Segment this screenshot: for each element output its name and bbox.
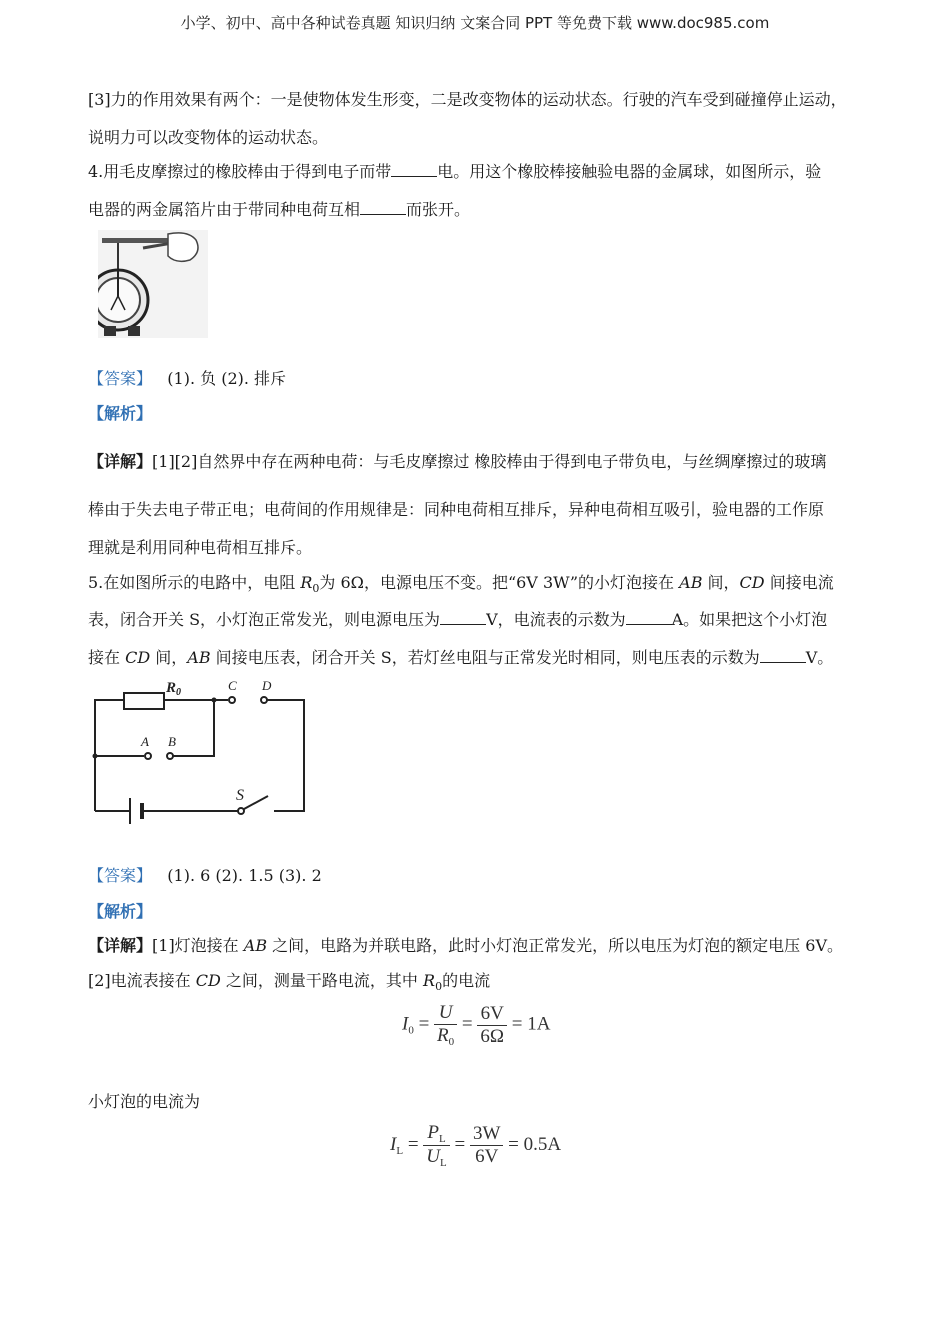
answer-blank[interactable] [760,648,806,663]
text-line: 理就是利用同种电荷相互排斥。 [88,538,313,557]
analysis-row [88,404,152,424]
text-line: 棒由于失去电子带正电；电荷间的作用规律是：同种电荷相互排斥，异种电荷相互吸引，验电器的工作原 [88,500,825,519]
answer-blank[interactable] [360,200,406,215]
question-4-line-1: 4.用毛皮摩擦过的橡胶棒由于得到电子而带 电。用这个橡胶棒接触验电器的金属球，如图所示，验 [88,162,822,181]
answer-blank[interactable] [440,610,486,625]
label-c: C [228,678,237,693]
formula-i0: $I_0$ = $\frac{U}{R_0}$ = $\frac{6V}{6\Omega}$ = 1A [402,1002,551,1048]
detail-line: 【详解】[1][2]自然界中存在两种电荷：与毛皮摩擦过 橡胶棒由于得到电子带负电，与丝绸摩擦过的玻璃 [88,452,827,471]
answer-row: 【答案】 (1). 6 (2). 1.5 (3). 2 [88,866,322,885]
answer-tag: 【答案】 [88,866,153,885]
question-5-line-1: 5.在如图所示的电路中，电阻 $R_0$为 6Ω，电源电压不变。把“6V 3W”的小灯泡接在 AB 间，CD 间接电流 [88,573,834,595]
page-header: 小学、初中、高中各种试卷真题 知识归纳 文案合同 PPT 等免费下载 www.doc985.com [180,14,770,32]
label-d: D [262,678,272,693]
text-line: [3]力的作用效果有两个：一是使物体发生形变，二是改变物体的运动状态。行驶的汽车受到碰撞停止运动， [88,90,847,109]
label-s: S [236,787,244,804]
answer-blank[interactable] [391,162,437,177]
electroscope-figure [98,230,208,338]
text-line: 小灯泡的电流为 [88,1092,201,1111]
label-a: A [141,734,149,749]
analysis-tag: 【解析】 [88,902,153,921]
label-r0: $R_0$ [166,680,182,698]
detail-tag: 【详解】 [88,936,153,955]
analysis-row [88,902,152,922]
circuit-diagram [88,676,318,836]
text-line: 说明力可以改变物体的运动状态。 [88,128,329,147]
formula-il: $I_L$ = $\frac{P_L}{U_L}$ = $\frac{3W}{6V}$ = 0.5A [390,1122,562,1169]
fraction: $\frac{6V}{6\Omega}$ [477,1003,507,1048]
text-line: [2]电流表接在 CD 之间，测量干路电流，其中 $R_0$的电流 [88,971,491,993]
fraction: $\frac{P_L}{U_L}$ [423,1122,449,1169]
resistor-r0 [124,693,164,709]
label-b: B [168,734,176,749]
answer-tag: 【答案】 [88,369,153,388]
fraction: $\frac{U}{R_0}$ [434,1002,457,1048]
detail-line: 【详解】[1]灯泡接在 AB 之间，电路为并联电路，此时小灯泡正常发光，所以电压为灯泡的额定电压 6V。 [88,936,844,955]
question-4-line-2: 电器的两金属箔片由于带同种电荷互相 而张开。 [88,200,471,219]
answer-blank[interactable] [626,610,672,625]
fraction: $\frac{3W}{6V}$ [470,1123,503,1168]
question-5-line-2: 表，闭合开关 S，小灯泡正常发光，则电源电压为 V，电流表的示数为 A。如果把这个小灯泡 [88,610,828,629]
question-5-line-3: 接在 CD 间，AB 间接电压表，闭合开关 S，若灯丝电阻与正常发光时相同，则电压表的示数为 V。 [88,648,834,667]
answer-row: 【答案】 (1). 负 (2). 排斥 [88,369,287,388]
detail-tag: 【详解】 [88,452,153,471]
analysis-tag: 【解析】 [88,404,153,423]
